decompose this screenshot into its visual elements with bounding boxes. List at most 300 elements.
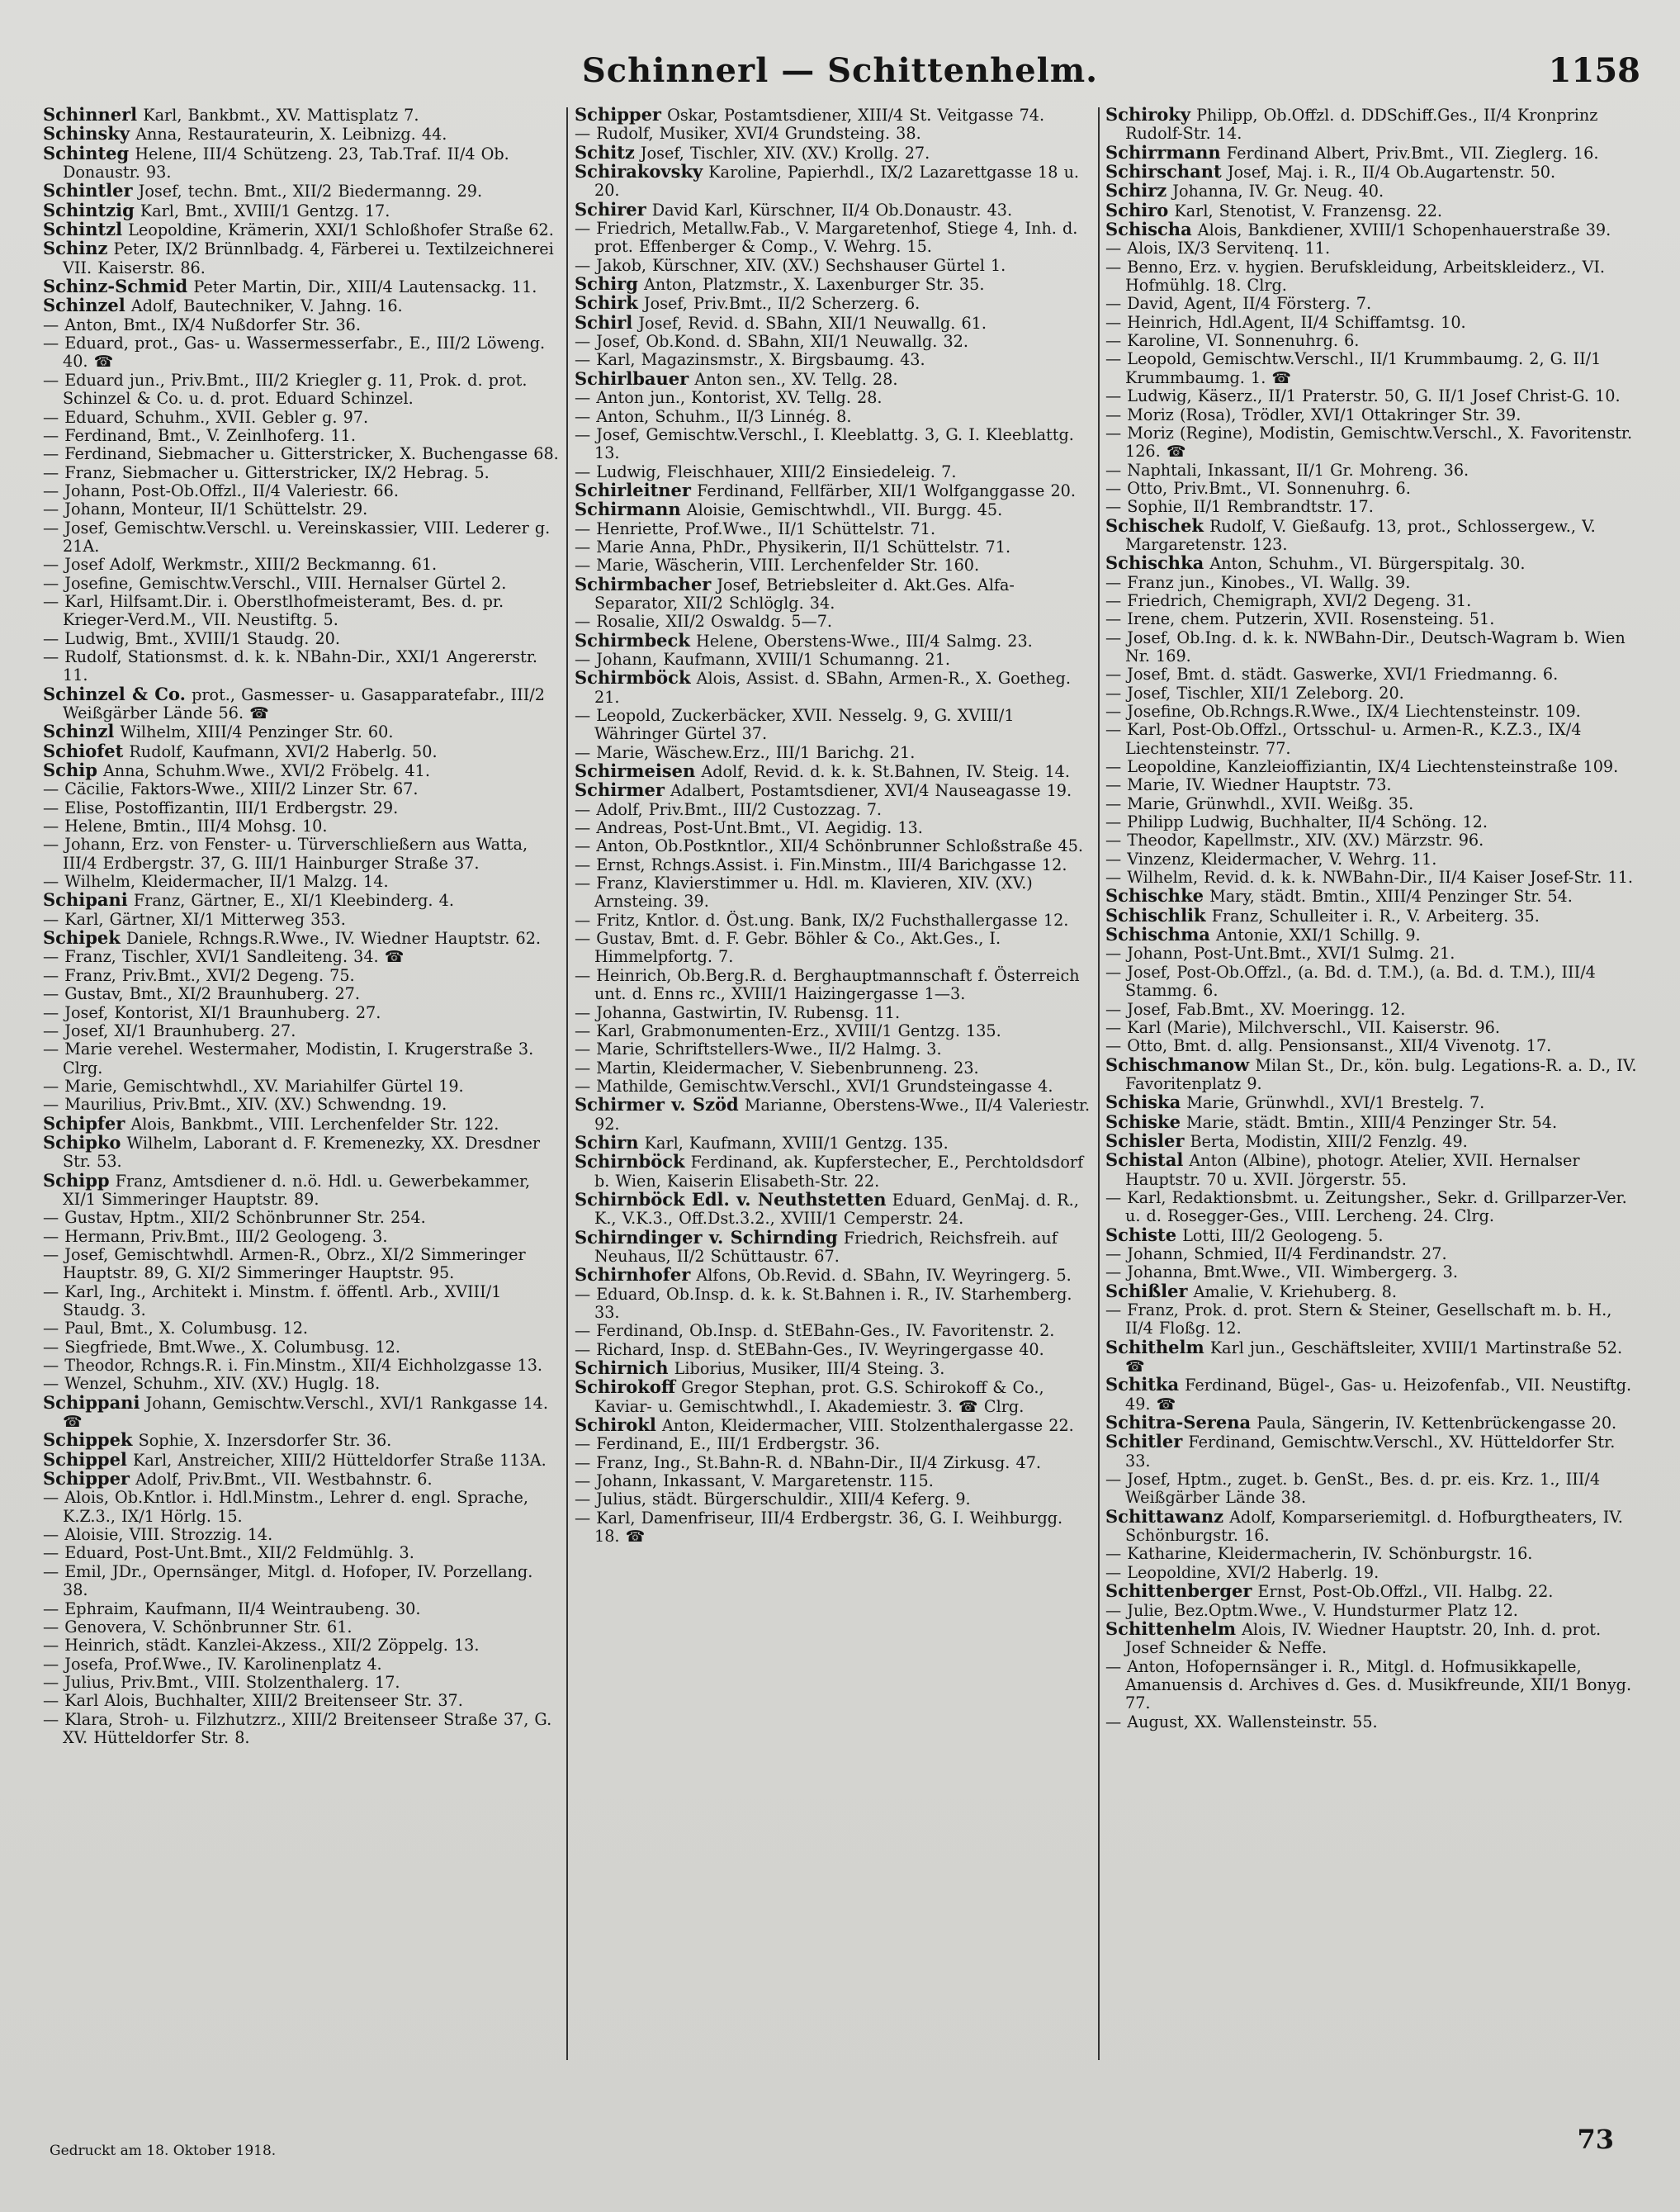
entry-details: — Theodor, Kapellmstr., XIV. (XV.) Märzstr. 96.	[1105, 831, 1484, 850]
directory-entry	[43, 464, 560, 482]
directory-entry	[43, 409, 560, 427]
entry-details: — Leopold, Gemischtw.Verschl., II/1 Krummbaumg. 2, G. II/1 Krummbaumg. 1. ☎	[1105, 349, 1602, 387]
entry-details: — Emil, JDr., Opernsänger, Mitgl. d. Hofoper, IV. Porzellang. 38.	[43, 1561, 533, 1600]
entry-details: — Elise, Postoffizantin, III/1 Erdbergstr. 29.	[43, 798, 399, 817]
entry-details: Karoline, Papierhdl., IX/2 Lazarettgasse 18 u. 20.	[594, 163, 1080, 201]
entry-details: Aloisie, Gemischtwhdl., VII. Burgg. 45.	[680, 500, 1003, 520]
directory-entry	[575, 1004, 1093, 1022]
directory-entry	[43, 1600, 560, 1618]
directory-entry	[43, 1391, 560, 1432]
directory-entry	[575, 538, 1093, 557]
entry-surname: Schirk	[575, 292, 638, 314]
directory-entry	[575, 141, 1093, 163]
entry-details: — Martin, Kleidermacher, V. Siebenbrunneng. 23.	[575, 1058, 979, 1078]
entry-details: — Ferdinand, Bmt., V. Zeinlhoferg. 11.	[43, 425, 356, 445]
directory-entry	[43, 1004, 560, 1022]
column-2	[575, 106, 1093, 2063]
entry-surname: Schippek	[43, 1429, 133, 1451]
directory-entry	[575, 874, 1093, 912]
directory-entry	[1105, 1037, 1640, 1055]
entry-surname: Schirakovsky	[575, 161, 703, 182]
entry-details: — Wilhelm, Kleidermacher, II/1 Malzg. 14.	[43, 872, 389, 892]
directory-entry	[43, 1338, 560, 1357]
entry-details: — Henriette, Prof.Wwe., II/1 Schüttelstr. 71.	[575, 519, 936, 538]
directory-entry	[1105, 887, 1640, 906]
directory-entry	[1105, 220, 1640, 239]
directory-entry	[575, 856, 1093, 874]
directory-entry	[43, 500, 560, 519]
entry-details: — Klara, Stroh- u. Filzhutzrz., XIII/2 Breitenseer Straße 37, G. XV. Hütteldorfer Str. 8.	[43, 1709, 552, 1747]
directory-entry	[575, 575, 1093, 613]
entry-surname: Schittawanz	[1105, 1505, 1224, 1527]
entry-details: — Eduard, Post-Unt.Bmt., XII/2 Feldmühlg. 3.	[43, 1543, 414, 1563]
directory-entry	[1105, 1056, 1640, 1094]
entry-surname: Schithelm	[1105, 1336, 1204, 1357]
entry-surname: Schißler	[1105, 1280, 1188, 1301]
directory-entry	[575, 1509, 1093, 1547]
entry-details: Anton, Platzmstr., X. Laxenburger Str. 35.	[637, 275, 985, 295]
directory-entry	[1105, 498, 1640, 516]
entry-surname: Schinz	[43, 238, 108, 259]
entry-details: — Friedrich, Chemigraph, XVI/2 Degeng. 31.	[1105, 590, 1472, 610]
directory-entry	[1105, 629, 1640, 666]
entry-details: — Paul, Bmt., X. Columbusg. 12.	[43, 1319, 309, 1338]
entry-details: Anton sen., XV. Tellg. 28.	[689, 369, 898, 389]
entry-details: — Anton jun., Kontorist, XV. Tellg. 28.	[575, 388, 883, 408]
directory-entry	[43, 182, 560, 201]
entry-details: — Johann, Post-Ob.Offzl., II/4 Valeriestr. 66.	[43, 481, 399, 500]
entry-details: — Johann, Schmied, II/4 Ferdinandstr. 27.	[1105, 1243, 1447, 1263]
entry-surname: Schirmböck	[575, 667, 691, 689]
directory-entry	[575, 1359, 1093, 1378]
entry-details: Daniele, Rchngs.R.Wwe., IV. Wiedner Hauptstr. 62.	[120, 929, 542, 949]
directory-entry	[575, 781, 1093, 800]
entry-details: Josef, Betriebsleiter d. Akt.Ges. Alfa-Separator, XII/2 Schlöglg. 34.	[594, 575, 1015, 613]
directory-entry	[43, 1544, 560, 1562]
directory-entry	[575, 801, 1093, 819]
entry-details: — Josef, Tischler, XII/1 Zeleborg. 20.	[1105, 683, 1404, 703]
entry-details: Rudolf, V. Gießaufg. 13, prot., Schlossergew., V. Margaretenstr. 123.	[1125, 516, 1596, 554]
directory-entry	[575, 557, 1093, 575]
entry-details: Wilhelm, Laborant d. F. Kremenezky, XX. Dresdner Str. 53.	[63, 1133, 541, 1172]
directory-entry	[43, 575, 560, 593]
directory-entry	[1105, 332, 1640, 350]
entry-details: Ferdinand Albert, Priv.Bmt., VII. Zieglerg. 16.	[1220, 143, 1599, 163]
directory-entry	[1105, 795, 1640, 813]
entry-details: — Julius, Priv.Bmt., VIII. Stolzenthalerg. 17.	[43, 1672, 400, 1692]
entry-surname: Schipani	[43, 889, 128, 911]
directory-entry	[1105, 163, 1640, 182]
directory-entry	[575, 1059, 1093, 1078]
entry-details: Josef, Priv.Bmt., II/2 Scherzerg. 6.	[637, 294, 920, 314]
entry-details: — David, Agent, II/4 Försterg. 7.	[1105, 294, 1372, 314]
directory-entry	[575, 819, 1093, 837]
entry-details: — Maurilius, Priv.Bmt., XIV. (XV.) Schwendng. 19.	[43, 1095, 447, 1115]
entry-surname: Schirschant	[1105, 161, 1222, 182]
entry-details: Karl, Bmt., XVIII/1 Gentzg. 17.	[134, 201, 390, 220]
entry-details: — Fritz, Kntlor. d. Öst.ung. Bank, IX/2 Fuchsthallergasse 12.	[575, 910, 1069, 930]
entry-surname: Schisler	[1105, 1130, 1185, 1151]
entry-details: Josef, Maj. i. R., II/4 Ob.Augartenstr. 50.	[1221, 163, 1556, 182]
entry-details: Amalie, V. Kriehuberg. 8.	[1187, 1281, 1397, 1301]
directory-entry	[1105, 592, 1640, 610]
entry-details: — Karl, Redaktionsbmt. u. Zeitungsher., Sekr. d. Grillparzer-Ver. u. d. Rosegger-Ges., VIII. Lercheng. 24. Clrg.	[1105, 1187, 1627, 1226]
entry-surname: Schiske	[1105, 1111, 1181, 1132]
entry-details: — Johanna, Bmt.Wwe., VII. Wimbergerg. 3.	[1105, 1262, 1458, 1282]
directory-entry	[575, 1078, 1093, 1096]
entry-details: — Franz, Ing., St.Bahn-R. d. NBahn-Dir., II/4 Zirkusg. 47.	[575, 1452, 1042, 1472]
directory-entry	[1105, 1414, 1640, 1433]
directory-entry	[1105, 574, 1640, 592]
entry-details: Adalbert, Postamtsdiener, XVI/4 Nauseagasse 19.	[664, 781, 1072, 801]
entry-details: Marie, städt. Bmtin., XIII/4 Penzinger Str. 54.	[1180, 1112, 1558, 1132]
directory-entry	[43, 334, 560, 372]
directory-entry	[43, 1096, 560, 1114]
entry-surname: Schischa	[1105, 219, 1192, 240]
entry-details: — Anton, Ob.Postkntlor., XII/4 Schönbrunner Schloßstraße 45.	[575, 836, 1084, 856]
entry-details: — Eduard, Schuhm., XVII. Gebler g. 97.	[43, 407, 369, 427]
entry-details: — Karoline, VI. Sonnenuhrg. 6.	[1105, 331, 1360, 351]
directory-entry	[1105, 831, 1640, 850]
directory-entry	[575, 408, 1093, 426]
directory-entry	[1105, 1282, 1640, 1301]
directory-entry	[575, 389, 1093, 407]
directory-entry	[575, 257, 1093, 275]
entry-details: Paula, Sängerin, IV. Kettenbrückengasse 20.	[1251, 1414, 1617, 1433]
entry-details: — Karl Alois, Buchhalter, XIII/2 Breitenseer Str. 37.	[43, 1691, 463, 1711]
entry-details: — Mathilde, Gemischtw.Verschl., XVI/1 Grundsteingasse 4.	[575, 1076, 1053, 1096]
entry-surname: Schirz	[1105, 180, 1167, 201]
entry-details: — Julie, Bez.Optm.Wwe., V. Hundsturmer Platz 12.	[1105, 1600, 1518, 1620]
entry-surname: Schitka	[1105, 1374, 1180, 1395]
entry-surname: Schirn	[575, 1131, 639, 1153]
column-divider	[566, 107, 568, 2060]
directory-entry	[1105, 684, 1640, 703]
directory-entry	[43, 1563, 560, 1600]
entry-details: — Karl, Grabmonumenten-Erz., XVIII/1 Gentzg. 135.	[575, 1021, 1001, 1040]
entry-details: — Hermann, Priv.Bmt., III/2 Geologeng. 3.	[43, 1226, 388, 1246]
entry-details: — Josef, Ob.Kond. d. SBahn, XII/1 Neuwallg. 32.	[575, 332, 968, 352]
directory-entry	[1105, 1113, 1640, 1132]
directory-entry	[1105, 1151, 1640, 1189]
directory-entry	[1105, 239, 1640, 258]
entry-surname: Schintzl	[43, 219, 123, 240]
directory-entry	[43, 873, 560, 891]
directory-entry	[575, 463, 1093, 481]
entry-surname: Schipfer	[43, 1112, 125, 1134]
directory-entry	[1105, 1658, 1640, 1713]
directory-entry	[1105, 1471, 1640, 1508]
entry-details: — Rudolf, Musiker, XVI/4 Grundsteing. 38.	[575, 124, 921, 144]
directory-entry	[43, 1692, 560, 1710]
directory-entry	[43, 125, 560, 144]
directory-entry	[43, 836, 560, 873]
entry-details: — Adolf, Priv.Bmt., III/2 Custozzag. 7.	[575, 799, 883, 819]
entry-surname: Schischlik	[1105, 904, 1206, 926]
directory-entry	[1105, 480, 1640, 498]
directory-entry	[1105, 1245, 1640, 1263]
directory-entry	[43, 780, 560, 798]
directory-entry	[43, 1655, 560, 1674]
directory-entry	[575, 744, 1093, 762]
entry-details: Johann, Gemischtw.Verschl., XVI/1 Rankgasse 14. ☎	[63, 1393, 548, 1432]
entry-details: Leopoldine, Krämerin, XXI/1 Schloßhofer Straße 62.	[122, 220, 554, 240]
directory-entry	[43, 1246, 560, 1283]
entry-details: Josef, Revid. d. SBahn, XII/1 Neuwallg. 61.	[632, 313, 987, 333]
directory-entry	[43, 967, 560, 985]
entry-details: — Marie, Wäschew.Erz., III/1 Barichg. 21.	[575, 742, 916, 762]
entry-surname: Schirg	[575, 273, 638, 295]
directory-entry	[43, 296, 560, 315]
directory-entry	[1105, 964, 1640, 1001]
entry-details: — Anton, Schuhm., II/3 Linnég. 8.	[575, 406, 852, 426]
entry-details: — Karl, Post-Ob.Offzl., Ortsschul- u. Armen-R., K.Z.3., IX/4 Liechtensteinstr. 77.	[1105, 720, 1582, 758]
entry-details: Rudolf, Kaufmann, XVI/2 Haberlg. 50.	[123, 741, 438, 761]
entry-details: — Rosalie, XII/2 Oswaldg. 5—7.	[575, 612, 833, 632]
directory-entry	[1105, 1713, 1640, 1731]
entry-details: Karl, Stenotist, V. Franzensg. 22.	[1168, 201, 1443, 220]
directory-entry	[43, 985, 560, 1003]
entry-details: — Marie, Wäscherin, VIII. Lerchenfelder Str. 160.	[575, 556, 980, 575]
entry-details: Sophie, X. Inzersdorfer Str. 36.	[132, 1431, 392, 1451]
directory-entry	[43, 799, 560, 817]
directory-entry	[1105, 1376, 1640, 1414]
entry-details: Marie, Grünwhdl., XVI/1 Brestelg. 7.	[1181, 1093, 1485, 1113]
entry-details: — Julius, städt. Bürgerschuldir., XIII/4 Keferg. 9.	[575, 1490, 971, 1509]
entry-surname: Schinsky	[43, 123, 130, 144]
entry-surname: Schischma	[1105, 924, 1210, 945]
directory-entry	[43, 1078, 560, 1096]
directory-entry	[43, 201, 560, 220]
entry-details: — Sophie, II/1 Rembrandtstr. 17.	[1105, 497, 1374, 517]
directory-entry	[43, 911, 560, 929]
directory-entry	[575, 629, 1093, 651]
entry-details: — Otto, Bmt. d. allg. Pensionsanst., XII/4 Vivenotg. 17.	[1105, 1036, 1552, 1056]
directory-entry	[43, 891, 560, 910]
entry-details: — Eduard jun., Priv.Bmt., III/2 Kriegler g. 11, Prok. d. prot. Schinzel & Co. u. d. prot. Eduard Schinzel.	[43, 370, 528, 409]
entry-details: — Johann, Post-Unt.Bmt., XVI/1 Sulmg. 21.	[1105, 944, 1455, 964]
entry-surname: Schirleitner	[575, 479, 691, 500]
directory-entry	[43, 1470, 560, 1489]
page-number: 1158	[1548, 51, 1640, 90]
directory-entry	[43, 519, 560, 557]
directory-entry	[575, 1096, 1093, 1134]
entry-details: — August, XX. Wallensteinstr. 55.	[1105, 1712, 1378, 1731]
entry-details: — Josefa, Prof.Wwe., IV. Karolinenplatz 4.	[43, 1654, 382, 1674]
directory-entry	[1105, 1263, 1640, 1281]
entry-details: Adolf, Komparseriemitgl. d. Hofburgtheaters, IV. Schönburgstr. 16.	[1125, 1507, 1623, 1546]
entry-details: — Johann, Inkassant, V. Margaretenstr. 115.	[575, 1471, 934, 1491]
directory-entry	[1105, 776, 1640, 794]
entry-details: Karl, Kaufmann, XVIII/1 Gentzg. 135.	[638, 1133, 949, 1153]
directory-entry	[575, 669, 1093, 707]
entry-surname: Schischmanow	[1105, 1054, 1250, 1075]
entry-details: Helene, Oberstens-Wwe., III/4 Salmg. 23.	[689, 631, 1033, 651]
directory-entry	[1105, 387, 1640, 405]
directory-entry	[43, 722, 560, 741]
entry-details: — Ernst, Rchngs.Assist. i. Fin.Minstm., III/4 Barichgasse 12.	[575, 855, 1067, 874]
entry-details: — Helene, Bmtin., III/4 Mohsg. 10.	[43, 817, 328, 836]
column-3	[1105, 106, 1640, 2063]
entry-details: prot., Gasmesser- u. Gasapparatefabr., III/2 Weißgärber Lände 56. ☎	[63, 684, 545, 722]
directory-entry	[1105, 1582, 1640, 1601]
entry-details: — Johann, Erz. von Fenster- u. Türverschließern aus Watta, III/4 Erdbergstr. 37, G. III/1 Hainburger Straße 37.	[43, 835, 528, 873]
entry-details: — Benno, Erz. v. hygien. Berufskleidung, Arbeitskleiderz., VI. Hofmühlg. 18. Clrg.	[1105, 257, 1606, 296]
directory-entry	[575, 481, 1093, 500]
directory-entry	[575, 1435, 1093, 1453]
entry-surname: Schirer	[575, 198, 646, 220]
directory-entry	[43, 1040, 560, 1078]
entry-surname: Schischka	[1105, 552, 1204, 574]
entry-details: — Karl, Hilfsamt.Dir. i. Oberstlhofmeisteramt, Bes. d. pr. Krieger-Verd.M., VII. Neustiftg. 5.	[43, 591, 504, 630]
directory-entry	[575, 333, 1093, 351]
directory-entry	[1105, 1545, 1640, 1563]
entry-details: Alois, IV. Wiedner Hauptstr. 20, Inh. d. prot. Josef Schneider & Neffe.	[1125, 1619, 1602, 1658]
entry-details: — Franz jun., Kinobes., VI. Wallg. 39.	[1105, 572, 1411, 592]
entry-surname: Schinzel & Co.	[43, 683, 186, 704]
entry-details: — Johanna, Gastwirtin, IV. Rubensg. 11.	[575, 1002, 901, 1022]
entry-details: — Gustav, Bmt., XI/2 Braunhuberg. 27.	[43, 984, 360, 1004]
directory-entry	[43, 1526, 560, 1544]
directory-entry	[43, 1618, 560, 1637]
entry-details: — Anton, Hofopernsänger i. R., Mitgl. d. Hofmusikkapelle, Amanuensis d. Archives d. Ges. d. Musikfreunde, XII/1 Bonyg. 77.	[1105, 1656, 1632, 1713]
entry-details: — Johann, Kaufmann, XVIII/1 Schumanng. 21.	[575, 649, 950, 669]
directory-entry	[1105, 258, 1640, 296]
entry-details: — Aloisie, VIII. Strozzig. 14.	[43, 1525, 273, 1545]
entry-details: Adolf, Revid. d. k. k. St.Bahnen, IV. Steig. 14.	[695, 762, 1070, 782]
directory-entry	[1105, 1301, 1640, 1338]
directory-entry	[1105, 869, 1640, 887]
entry-details: — Siegfriede, Bmt.Wwe., X. Columbusg. 12.	[43, 1337, 400, 1357]
directory-entry	[575, 912, 1093, 930]
directory-entry	[1105, 904, 1640, 926]
entry-details: Franz, Gärtner, E., XI/1 Kleebinderg. 4.	[127, 891, 454, 911]
entry-surname: Schischke	[1105, 885, 1204, 907]
entry-details: Eduard, GenMaj. d. R., K., V.K.3., Off.Dst.3.2., XVIII/1 Cemperstr. 24.	[594, 1190, 1079, 1229]
directory-entry	[1105, 665, 1640, 684]
directory-entry	[575, 520, 1093, 538]
directory-entry	[43, 1674, 560, 1692]
directory-entry	[575, 500, 1093, 519]
directory-entry	[43, 685, 560, 723]
entry-details: — Heinrich, städt. Kanzlei-Akzess., XII/2 Zöppelg. 13.	[43, 1636, 480, 1655]
entry-details: Johanna, IV. Gr. Neug. 40.	[1167, 182, 1384, 201]
entry-details: Ferdinand, Bügel-, Gas- u. Heizofenfab., VII. Neustiftg. 49. ☎	[1125, 1376, 1632, 1414]
entry-details: Karl, Bankbmt., XV. Mattisplatz 7.	[137, 106, 419, 125]
entry-surname: Schintler	[43, 180, 133, 201]
entry-details: — Ephraim, Kaufmann, II/4 Weintraubeng. 30.	[43, 1599, 421, 1618]
entry-details: — Josef, Kontorist, XI/1 Braunhuberg. 27.	[43, 1002, 381, 1022]
directory-entry	[575, 1286, 1093, 1323]
entry-details: — Karl (Marie), Milchverschl., VII. Kaiserstr. 96.	[1105, 1017, 1500, 1037]
entry-surname: Schirndinger v. Schirnding	[575, 1226, 838, 1248]
entry-details: — Heinrich, Hdl.Agent, II/4 Schiffamtsg. 10.	[1105, 312, 1466, 332]
entry-details: — Ludwig, Bmt., XVIII/1 Staudg. 20.	[43, 628, 340, 648]
entry-details: Anton (Albine), photogr. Atelier, XVII. Hernalser Hauptstr. 70 u. XVII. Jörgerstr. 55.	[1125, 1151, 1580, 1189]
entry-details: — Moriz (Regine), Modistin, Gemischtw.Verschl., X. Favoritenstr. 126. ☎	[1105, 423, 1633, 462]
directory-entry	[43, 1711, 560, 1748]
directory-entry	[575, 1416, 1093, 1435]
entry-details: — Otto, Priv.Bmt., VI. Sonnenuhrg. 6.	[1105, 478, 1411, 498]
entry-details: — Friedrich, Metallw.Fab., V. Margaretenhof, Stiege 4, Inh. d. prot. Effenberger & Comp., V. Wehrg. 15.	[575, 219, 1078, 257]
directory-entry	[43, 1357, 560, 1375]
directory-entry	[43, 239, 560, 277]
directory-entry	[575, 1490, 1093, 1509]
entry-details: Milan St., Dr., kön. bulg. Legations-R. a. D., IV. Favoritenplatz 9.	[1125, 1055, 1637, 1093]
directory-entry	[1105, 424, 1640, 462]
entry-details: Friedrich, Reichsfreih. auf Neuhaus, II/2 Schüttaustr. 67.	[594, 1228, 1058, 1266]
directory-entry	[43, 1112, 560, 1134]
directory-entry	[1105, 1132, 1640, 1151]
directory-entry	[43, 1131, 560, 1172]
column-1	[43, 106, 560, 2063]
entry-details: Anna, Schuhm.Wwe., XVI/2 Fröbelg. 41.	[97, 761, 430, 781]
directory-entry	[575, 707, 1093, 744]
entry-surname: Schirrmann	[1105, 141, 1221, 163]
entry-surname: Schistal	[1105, 1149, 1184, 1171]
entry-details: — Karl, Damenfriseur, III/4 Erdbergstr. 36, G. I. Weihburgg. 18. ☎	[575, 1508, 1063, 1547]
directory-entry	[43, 593, 560, 630]
entry-surname: Schirmeisen	[575, 760, 696, 782]
directory-entry	[43, 372, 560, 409]
directory-entry	[1105, 1189, 1640, 1226]
directory-entry	[43, 817, 560, 836]
entry-details: — Franz, Prok. d. prot. Stern & Steiner, Gesellschaft m. b. H., II/4 Floßg. 12.	[1105, 1300, 1612, 1338]
directory-entry	[575, 426, 1093, 463]
directory-entry	[1105, 1019, 1640, 1037]
entry-details: — Vinzenz, Kleidermacher, V. Wehrg. 11.	[1105, 849, 1437, 869]
entry-surname: Schirmbeck	[575, 629, 690, 651]
directory-entry	[43, 1169, 560, 1210]
entry-surname: Schip	[43, 760, 97, 781]
directory-entry	[43, 929, 560, 948]
entry-details: — Cäcilie, Faktors-Wwe., XIII/2 Linzer Str. 67.	[43, 779, 419, 799]
entry-details: Gregor Stephan, prot. G.S. Schirokoff & Co., Kaviar- u. Gemischtwhdl., I. Akademiestr. 3. ☎ Clrg.	[594, 1378, 1044, 1416]
entry-details: — Franz, Klavierstimmer u. Hdl. m. Klavieren, XIV. (XV.) Arnsteing. 39.	[575, 874, 1033, 912]
directory-entry	[1105, 106, 1640, 144]
directory-entry	[43, 1022, 560, 1040]
directory-entry	[575, 106, 1093, 125]
column-divider	[1098, 107, 1100, 2060]
entry-details: — Franz, Tischler, XVI/1 Sandleiteng. 34. ☎	[43, 947, 405, 967]
entry-details: — Josef, Gemischtw.Verschl., I. Kleeblattg. 3, G. I. Kleeblattg. 13.	[575, 424, 1074, 463]
entry-details: — Marie, Grünwhdl., XVII. Weißg. 35.	[1105, 793, 1414, 813]
directory-entry	[575, 163, 1093, 201]
entry-details: Lotti, III/2 Geologeng. 5.	[1176, 1225, 1384, 1245]
entry-details: — Ferdinand, Ob.Insp. d. StEBahn-Ges., IV. Favoritenstr. 2.	[575, 1321, 1055, 1341]
directory-entry	[1105, 1093, 1640, 1112]
entry-surname: Schinzl	[43, 721, 115, 742]
directory-entry	[1105, 813, 1640, 831]
entry-surname: Schipp	[43, 1169, 110, 1191]
directory-entry	[575, 1454, 1093, 1472]
entry-surname: Schirmbacher	[575, 573, 712, 594]
entry-surname: Schinnerl	[43, 106, 138, 125]
entry-details: — Theodor, Rchngs.R. i. Fin.Minstm., XII/4 Eichholzgasse 13.	[43, 1356, 543, 1376]
entry-details: — Leopoldine, XVI/2 Haberlg. 19.	[1105, 1562, 1379, 1582]
directory-entry	[43, 1448, 560, 1470]
entry-details: — Alois, Ob.Kntlor. i. Hdl.Minstm., Lehrer d. engl. Sprache, K.Z.3., IX/1 Hörlg. 15.	[43, 1488, 528, 1526]
directory-entry	[43, 1228, 560, 1246]
directory-entry	[43, 482, 560, 500]
directory-entry	[1105, 1226, 1640, 1245]
entry-surname: Schipko	[43, 1131, 121, 1153]
directory-entry	[43, 1489, 560, 1526]
directory-entry	[1105, 514, 1640, 555]
entry-details: Karl jun., Geschäftsleiter, XVIII/1 Martinstraße 52. ☎	[1125, 1338, 1623, 1376]
directory-entry	[43, 144, 560, 182]
entry-details: — Franz, Priv.Bmt., XVI/2 Degeng. 75.	[43, 965, 355, 985]
